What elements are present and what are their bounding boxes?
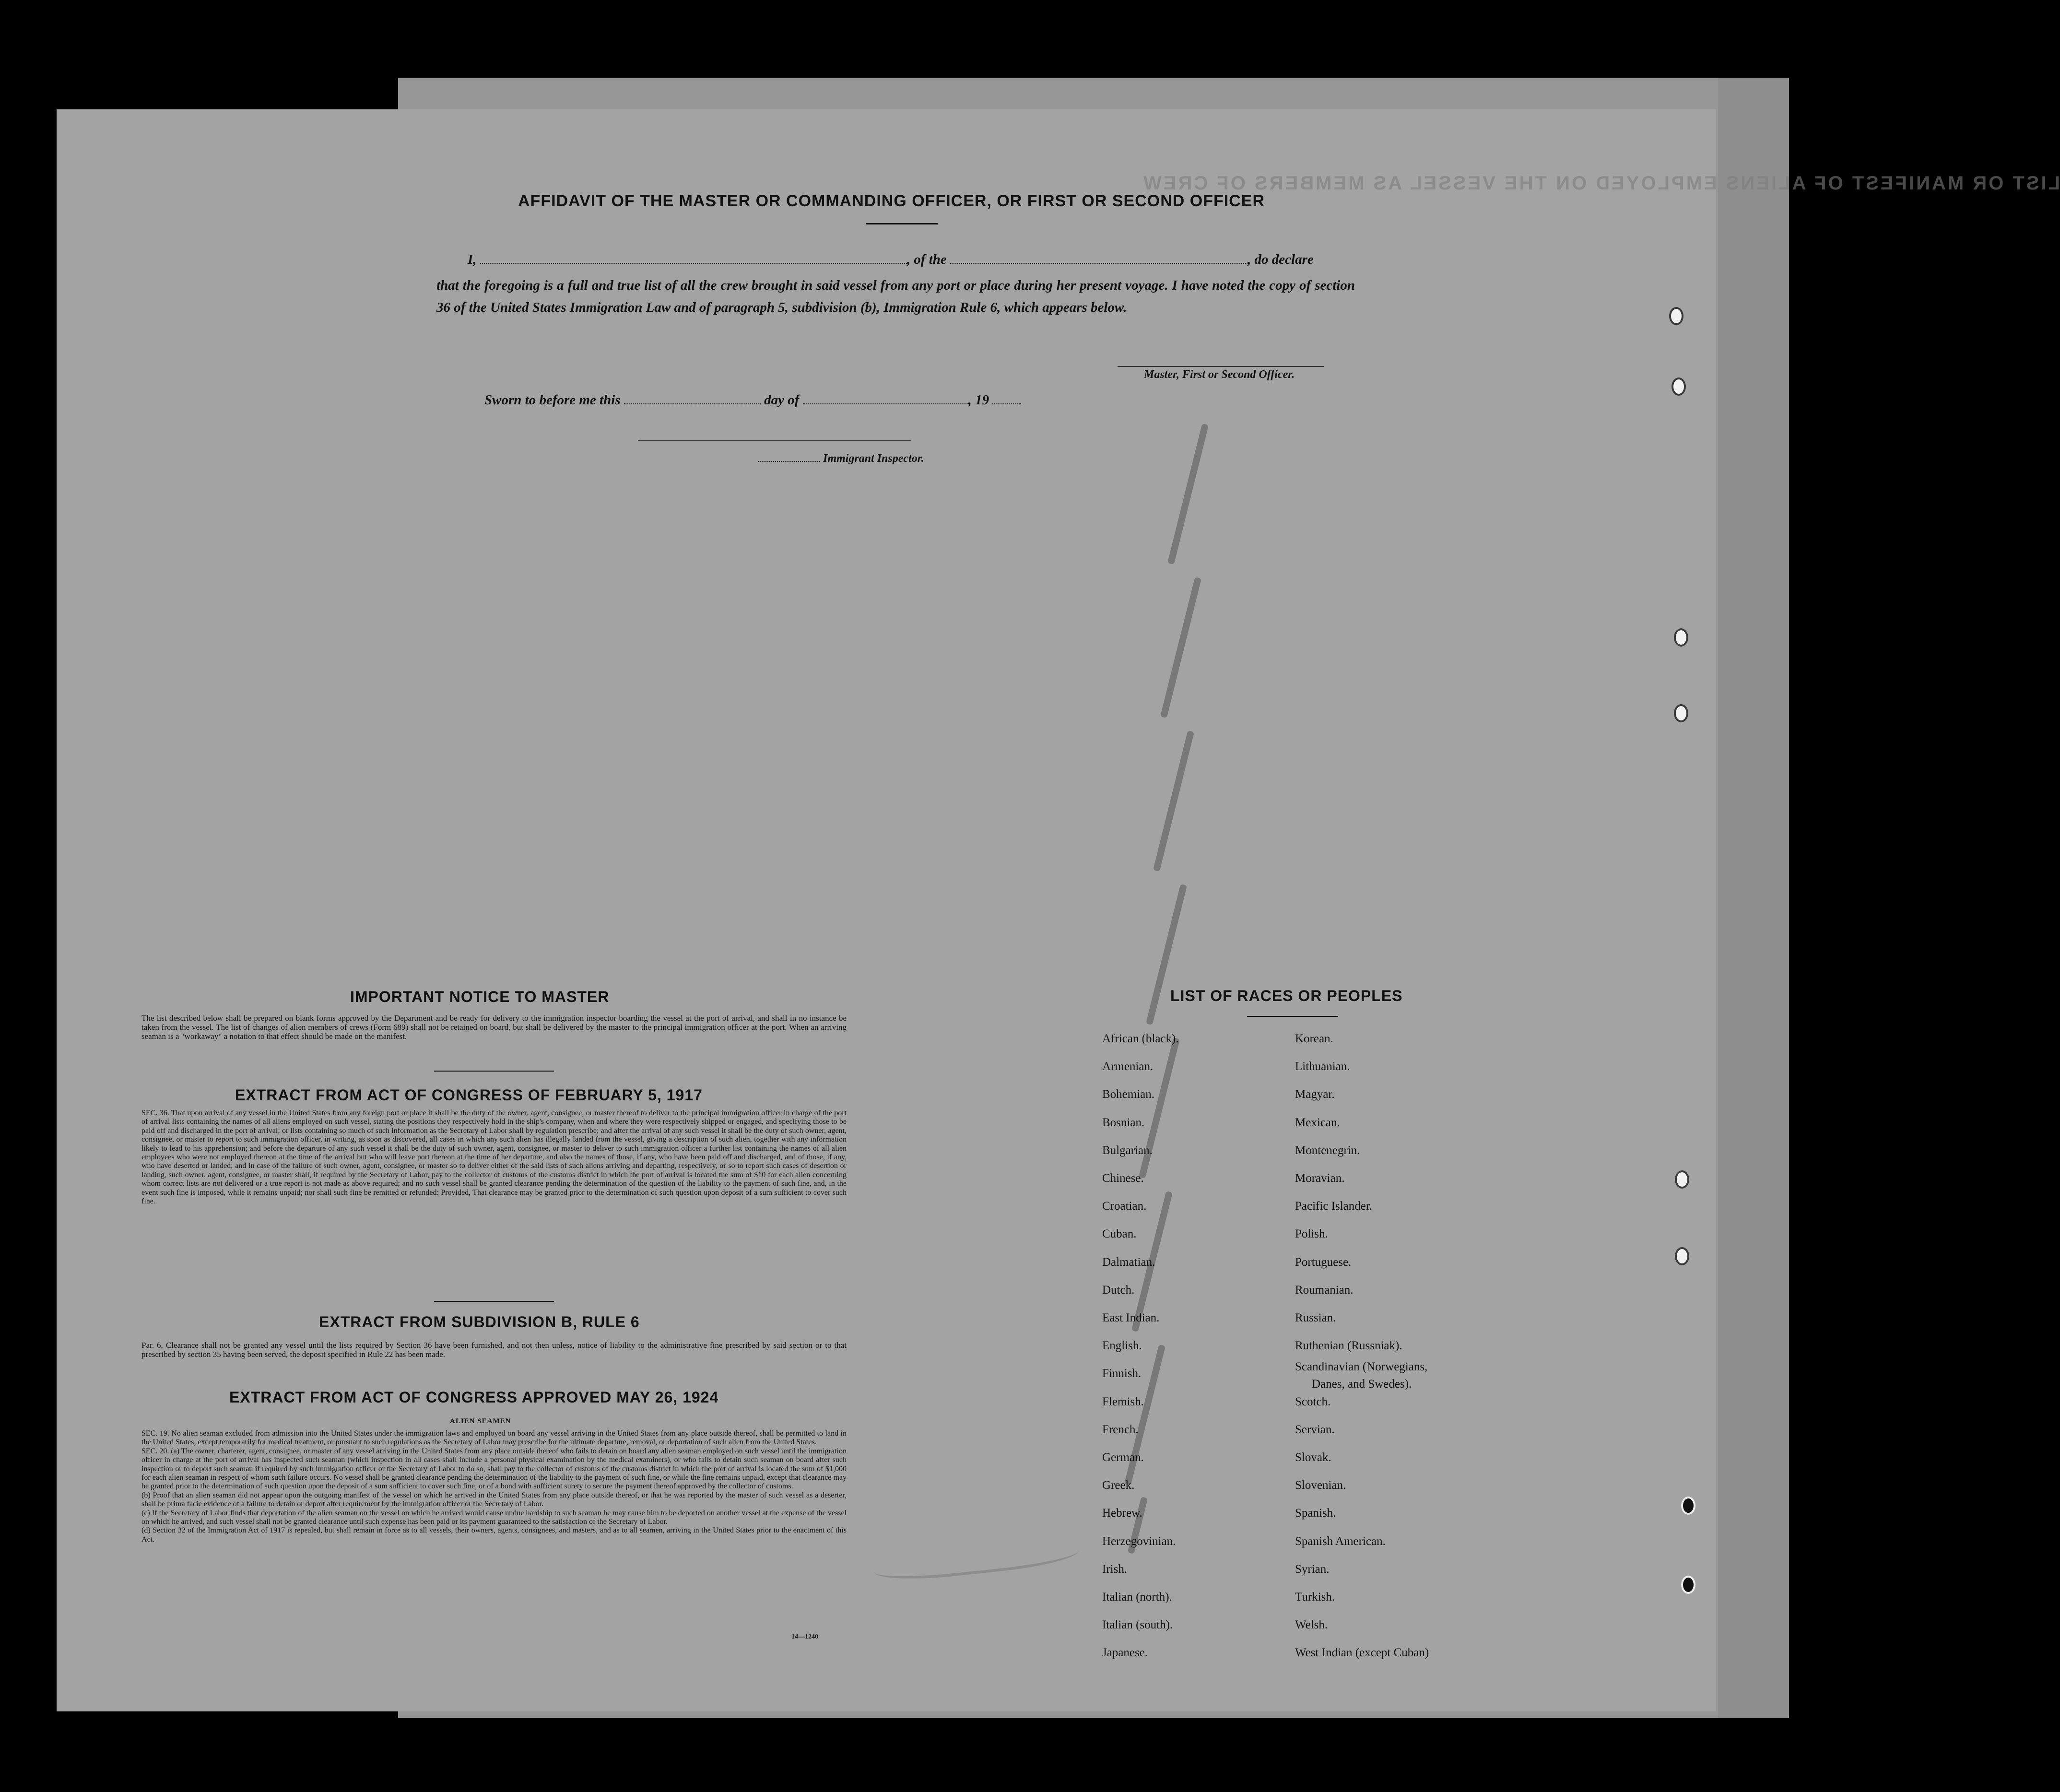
race-item: Bulgarian. bbox=[1102, 1144, 1153, 1157]
sworn-year-field[interactable] bbox=[992, 391, 1021, 404]
inspector-signature-line[interactable] bbox=[638, 440, 911, 441]
sec-20d: (d) Section 32 of the Immigration Act of 1917 is repealed, but shall remain in force as to all vessels, their owners, agents, consignees, and masters, and as to all seamen, arriving in the United States prior to the enactment of this Act. bbox=[141, 1526, 847, 1544]
sworn-statement bbox=[484, 391, 1021, 408]
affidavit-body: that the foregoing is a full and true list of all the crew brought in said vessel from any port or place during her present voyage. I have noted the copy of section 36 of the United States Immigration Law and of paragraph 5, subdivision (b), Immigration Rule 6, which appears below. bbox=[436, 278, 1355, 315]
signature-caption: Master, First or Second Officer. bbox=[1144, 368, 1295, 381]
race-item: Bohemian. bbox=[1102, 1088, 1155, 1101]
race-item: African (black). bbox=[1102, 1032, 1179, 1045]
divider bbox=[434, 1301, 554, 1302]
race-item: Greek. bbox=[1102, 1479, 1135, 1492]
race-item: Spanish American. bbox=[1295, 1534, 1386, 1548]
race-item: English. bbox=[1102, 1339, 1142, 1353]
race-item: Cuban. bbox=[1102, 1227, 1137, 1241]
race-item: Irish. bbox=[1102, 1562, 1128, 1576]
race-item: Italian (south). bbox=[1102, 1618, 1173, 1632]
alien-seamen-subtitle: ALIEN SEAMEN bbox=[450, 1417, 511, 1425]
punch-hole bbox=[1675, 1170, 1689, 1189]
race-item: Moravian. bbox=[1295, 1172, 1345, 1185]
sec-20b: (b) Proof that an alien seaman did not appear upon the outgoing manifest of the vessel on which he arrived in the United States from any place outside thereof, or that he was reported by the master of such vessel as a deserter, shall be prima facie evidence of a failure to detain or deport after requirement by the immigration officer or the Secretary of Labor. bbox=[141, 1491, 847, 1509]
race-item: Japanese. bbox=[1102, 1646, 1148, 1660]
race-item: Pacific Islander. bbox=[1295, 1200, 1373, 1213]
race-item: Finnish. bbox=[1102, 1367, 1142, 1380]
race-item: West Indian (except Cuban) bbox=[1295, 1646, 1429, 1660]
signature-line[interactable] bbox=[1118, 366, 1324, 367]
sec-19: SEC. 19. No alien seaman excluded from admission into the United States under the immigration laws and employed on board any vessel arriving in the United States from any place outside thereof, shall be permitted to land in the United States, except temporarily for medical treatment, or pursuant to such regulations as the Secretary of Labor may prescribe for the ultimate departure, removal, or deportation of such alien from the United States. bbox=[141, 1429, 847, 1447]
punch-hole bbox=[1681, 1576, 1695, 1594]
race-item: Slovenian. bbox=[1295, 1479, 1346, 1492]
extract-1917-body: SEC. 36. That upon arrival of any vessel in the United States from any foreign port or place it shall be the duty of the owner, agent, consignee, or master thereof to deliver to the principal immigration officer in charge of the port of arrival lists containing the names of all aliens employed on such vessel, stating the positions they respectively hold in the ship's company, when and where they were respectively shipped or engaged, and specifying those to be paid off and discharged in the port of arrival; or lists containing so much of such information as the Secretary of Labor shall by regulation prescribe; and after the arrival of any such vessel it shall be the duty of such owner, agent, consignee, or master to report to such immigration officer, in writing, as soon as discovered, all cases in which any such alien has illegally landed from the vessel, giving a description of such alien, together with any information likely to lead to his apprehension; and before the departure of any such vessel it shall be the duty of such owner, agent, consignee, or master to deliver to such immigration officer a further list containing the names of all alien employees who were not employed thereon at the time of the arrival but who will leave port thereon at the time of her departure, and also the names of those, if any, who have been paid off and discharged, and of those, if any, who have deserted or landed; and in case of the failure of such owner, agent, consignee, or master so to deliver either of the said lists of such aliens arriving and departing, respectively, or so to report such cases of desertion or landing, such owner, agent, consignee, or master shall, if required by the Secretary of Labor, pay to the collector of customs of the customs district in which the port of arrival is located the sum of $10 for each alien concerning whom correct lists are not delivered or a true report is not made as above required; and no such vessel shall be granted clearance pending the determination of the question of the liability to the payment of such fine, and, in the event such fine is imposed, while it remains unpaid; nor shall such fine be remitted or refunded: Provided, That clearance may be granted prior to the determination of such question upon deposit of a sum sufficient to cover such fine. bbox=[141, 1109, 847, 1206]
sworn-day-field[interactable] bbox=[624, 391, 761, 404]
race-item: Lithuanian. bbox=[1295, 1060, 1350, 1073]
sec-20a: SEC. 20. (a) The owner, charterer, agent, consignee, or master of any vessel arriving in the United States from any place outside thereof who fails to detain on board any alien seaman employed on such vessel until the immigration officer in charge at the port of arrival has inspected such seaman (which inspection in all cases shall include a personal physical examination by the medical examiners), or who fails to detain such seaman on board after such inspection or to deport such seaman if required by such immigration officer or the Secretary of Labor to do so, shall pay to the collector of customs of the customs district in which the port of arrival is located the sum of $1,000 for each alien seaman in respect of whom such failure occurs. No vessel shall be granted clearance pending the determination of the liability to the payment of such fine, or while the fine remains unpaid, except that clearance may be granted prior to the determination of such question upon the deposit of a sum sufficient to cover such fine, or of a bond with sufficient surety to secure the payment thereof approved by the collector of customs. bbox=[141, 1447, 847, 1491]
sec-20c: (c) If the Secretary of Labor finds that deportation of the alien seaman on the vessel on which he arrived would cause undue hardship to such seaman he may cause him to be deported on another vessel at the expense of the vessel on which he arrived, and such vessel shall not be granted clearance until such expense has been paid or its payment guaranteed to the satisfaction of the Secretary of Labor. bbox=[141, 1509, 847, 1526]
punch-hole bbox=[1675, 1247, 1689, 1265]
race-item: Slovak. bbox=[1295, 1451, 1331, 1464]
race-item: Portuguese. bbox=[1295, 1255, 1352, 1269]
divider bbox=[866, 223, 938, 224]
sworn-month-field[interactable] bbox=[803, 391, 968, 404]
divider bbox=[434, 1071, 554, 1072]
inspector-caption: Immigrant Inspector. bbox=[758, 452, 924, 465]
punch-hole bbox=[1674, 628, 1688, 647]
race-item: Scandinavian (Norwegians, bbox=[1295, 1360, 1428, 1374]
race-item: Turkish. bbox=[1295, 1591, 1335, 1603]
race-item: Mexican. bbox=[1295, 1116, 1340, 1129]
rule6-title: EXTRACT FROM SUBDIVISION B, RULE 6 bbox=[319, 1313, 640, 1331]
race-item: Chinese. bbox=[1102, 1172, 1144, 1185]
race-item: Polish. bbox=[1295, 1227, 1328, 1241]
race-item: Magyar. bbox=[1295, 1088, 1335, 1101]
race-item: Servian. bbox=[1295, 1423, 1335, 1436]
race-item: Russian. bbox=[1295, 1311, 1336, 1324]
race-item: Montenegrin. bbox=[1295, 1144, 1360, 1157]
race-item: Hebrew. bbox=[1102, 1507, 1142, 1520]
race-item: Danes, and Swedes). bbox=[1312, 1378, 1412, 1391]
race-item: Flemish. bbox=[1102, 1395, 1144, 1408]
declare-label: , do declare bbox=[1248, 252, 1314, 267]
race-item: Welsh. bbox=[1295, 1618, 1328, 1632]
extract-1917-title: EXTRACT FROM ACT OF CONGRESS OF FEBRUARY 5, 1917 bbox=[235, 1086, 703, 1104]
notice-body: The list described below shall be prepared on blank forms approved by the Department and be ready for delivery to the immigration inspector boarding the vessel at the port of arrival, and shall in no instance be taken from the vessel. The list of changes of alien members of crews (Form 689) shall not be retained on board, but shall be delivered by the master to the principal immigration officer at the port. When an arriving seaman is a "workaway" a notation to that effect should be made on the manifest. bbox=[141, 1014, 847, 1041]
race-item: Croatian. bbox=[1102, 1200, 1147, 1213]
notice-title: IMPORTANT NOTICE TO MASTER bbox=[350, 988, 610, 1005]
races-title: LIST OF RACES OR PEOPLES bbox=[1170, 987, 1403, 1004]
punch-hole bbox=[1669, 307, 1683, 325]
extract-1924-body bbox=[141, 1429, 847, 1544]
declarant-label: I, bbox=[468, 252, 477, 267]
sworn-label: Sworn to before me this bbox=[484, 392, 621, 408]
declarant-name-field[interactable] bbox=[480, 250, 907, 264]
sworn-year-label: , 19 bbox=[968, 392, 989, 408]
punch-hole bbox=[1681, 1497, 1695, 1515]
backsheet-edge bbox=[1718, 78, 1789, 1718]
race-item: Bosnian. bbox=[1102, 1116, 1145, 1129]
rule6-body: Par. 6. Clearance shall not be granted any vessel until the lists required by Section 36 have been furnished, and not then unless, notice of liability to the administrative fine prescribed by said section or to that prescribed by section 35 having been served, the deposit specified in Rule 22 has been made. bbox=[141, 1341, 847, 1359]
race-item: Spanish. bbox=[1295, 1507, 1336, 1520]
race-item: Dutch. bbox=[1102, 1283, 1135, 1297]
race-item: Herzegovinian. bbox=[1102, 1534, 1176, 1548]
punch-hole bbox=[1672, 377, 1686, 396]
affidavit-declaration bbox=[468, 250, 1314, 268]
race-item: Roumanian. bbox=[1295, 1283, 1354, 1297]
race-item: Dalmatian. bbox=[1102, 1255, 1155, 1269]
affidavit-title: AFFIDAVIT OF THE MASTER OR COMMANDING OFFICER, OR FIRST OR SECOND OFFICER bbox=[518, 192, 1265, 210]
vessel-name-field[interactable] bbox=[950, 250, 1248, 264]
race-item: Ruthenian (Russniak). bbox=[1295, 1339, 1402, 1353]
backsheet-title: LIST OR MANIFEST OF ALIENS EMPLOYED ON THE VESSEL AS MEMBERS OF CREW bbox=[1142, 173, 2060, 194]
race-item: German. bbox=[1102, 1451, 1144, 1464]
extract-1924-title: EXTRACT FROM ACT OF CONGRESS APPROVED MAY 26, 1924 bbox=[229, 1389, 719, 1406]
punch-hole bbox=[1674, 704, 1688, 722]
race-item: Armenian. bbox=[1102, 1060, 1154, 1073]
race-item: Italian (north). bbox=[1102, 1591, 1172, 1603]
race-item: French. bbox=[1102, 1423, 1139, 1436]
sworn-day-of-label: day of bbox=[764, 392, 800, 408]
race-item: Korean. bbox=[1295, 1032, 1333, 1045]
divider bbox=[1247, 1016, 1338, 1017]
race-item: Scotch. bbox=[1295, 1395, 1331, 1408]
vessel-label: , of the bbox=[906, 252, 947, 267]
form-number: 14—1240 bbox=[791, 1633, 818, 1640]
race-item: Syrian. bbox=[1295, 1562, 1330, 1576]
race-item: East Indian. bbox=[1102, 1311, 1160, 1324]
